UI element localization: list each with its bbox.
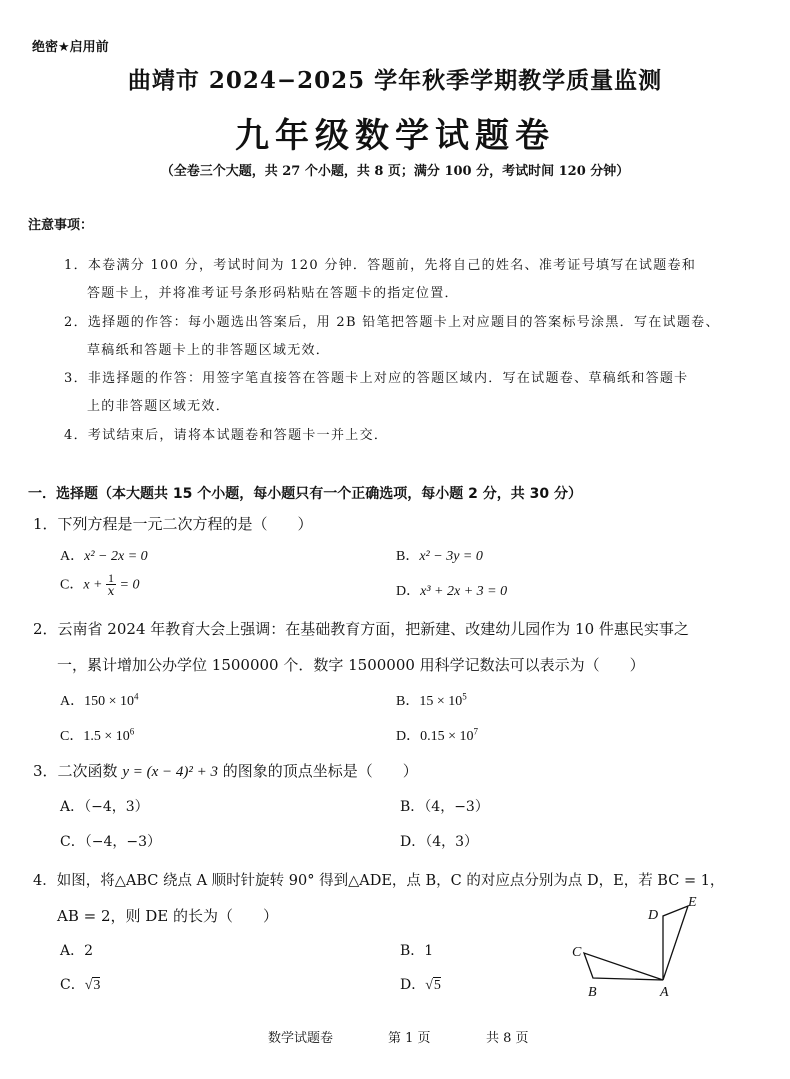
notice-heading: 注意事项： (28, 218, 94, 233)
point-c-label: C (572, 945, 582, 960)
footer-page-number: 第 1 页 (388, 1031, 431, 1046)
q1-option-c: C．x + $\frac{1}{x}$ = 0 (60, 571, 140, 598)
point-a-label: A (660, 985, 669, 1000)
q1-option-a: A．x² − 2x = 0 (60, 549, 148, 564)
rotation-figure (560, 892, 710, 1004)
paper-title: 九年级数学试题卷 (235, 116, 555, 156)
q4-option-b: B．1 (400, 943, 434, 959)
notice-line: 2．选择题的作答：每小题选出答案后，用 2B 铅笔把答题卡上对应题目的答案标号涂黑．写在试题卷、 (64, 315, 720, 330)
footer-paper-name: 数学试题卷 (268, 1031, 334, 1046)
secret-label: 绝密★启用前 (32, 40, 109, 55)
exam-title: 曲靖市 2024−2025 学年秋季学期教学质量监测 (127, 67, 663, 94)
point-e-label: E (688, 895, 697, 910)
notice-line: 草稿纸和答题卡上的非答题区域无效． (87, 343, 331, 358)
question-1-stem: 1．下列方程是一元二次方程的是（ ） (33, 515, 313, 533)
point-d-label: D (648, 908, 659, 923)
q4-option-a: A．2 (60, 943, 94, 959)
question-3-stem: 3．二次函数 y = (x − 4)² + 3 的图象的顶点坐标是（ ） (33, 762, 418, 780)
q2-option-c: C．$1.5 \times 10^6$ (60, 726, 135, 744)
exam-subtitle: （全卷三个大题，共 27 个小题，共 8 页；满分 100 分，考试时间 120 分钟） (160, 164, 630, 179)
q1-option-b: B．x² − 3y = 0 (396, 549, 483, 564)
q2-option-b: B．$15 \times 10^5$ (396, 691, 467, 709)
notice-line: 1．本卷满分 100 分，考试时间为 120 分钟．答题前，先将自己的姓名、准考证号填写在试题卷和 (64, 258, 697, 273)
q4-option-d: D．√5 (400, 977, 441, 993)
notice-line: 4．考试结束后，请将本试题卷和答题卡一并上交． (64, 428, 389, 443)
q3-option-d: D．（4，3） (400, 834, 479, 850)
notice-line: 上的非答题区域无效． (87, 399, 231, 414)
q3-option-b: B．（4，−3） (400, 799, 489, 815)
point-b-label: B (588, 985, 597, 1000)
question-2-line1: 2．云南省 2024 年教育大会上强调：在基础教育方面，把新建、改建幼儿园作为 10 件惠民实事之 (33, 620, 689, 638)
question-4-line1: 4．如图，将△ABC 绕点 A 顺时针旋转 90° 得到△ADE，点 B，C 的对应点分别为点 D，E，若 BC = 1， (33, 873, 725, 889)
notice-line: 3．非选择题的作答：用签字笔直接答在答题卡上对应的答题区域内．写在试题卷、草稿纸和答题卡 (64, 371, 689, 386)
q3-option-a: A．（−4，3） (60, 799, 149, 815)
triangle-ade (663, 906, 688, 980)
section-heading: 一．选择题（本大题共 15 个小题，每小题只有一个正确选项，每小题 2 分，共 30 分） (28, 486, 582, 502)
question-2-line2: 一，累计增加公办学位 1500000 个．数字 1500000 用科学记数法可以表示为（ ） (57, 656, 645, 674)
question-4-line2: AB = 2，则 DE 的长为（ ） (57, 907, 279, 925)
notice-line: 答题卡上，并将准考证号条形码粘贴在答题卡的指定位置． (87, 286, 459, 301)
q1-option-d: D．x³ + 2x + 3 = 0 (396, 584, 508, 599)
q4-option-c: C．√3 (60, 977, 101, 993)
q2-option-d: D．$0.15 \times 10^7$ (396, 726, 479, 744)
footer-total-pages: 共 8 页 (486, 1031, 529, 1046)
q2-option-a: A．$150 \times 10^4$ (60, 691, 139, 709)
triangle-abc (584, 953, 663, 980)
q3-option-c: C．（−4，−3） (60, 834, 161, 850)
